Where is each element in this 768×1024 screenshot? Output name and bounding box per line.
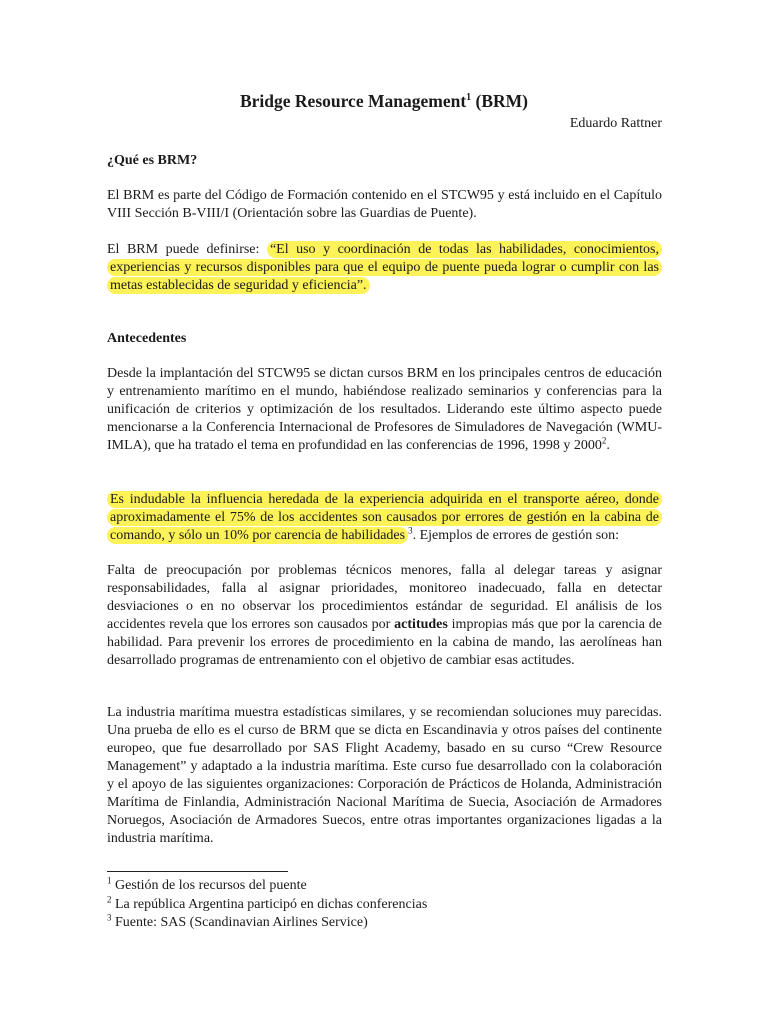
history-text: Desde la implantación del STCW95 se dictan cursos BRM en los principales centros de educación y entrenamiento marítimo en el mundo, habiéndose realizado seminarios y conferencias para la unificación de criterios y optimización de los resultados. Liderando este último aspecto puede mencionarse a la Conferencia Internacional de Profesores de Simuladores de Navegación (WMU-IMLA), que ha tratado el tema en profundidad en las conferencias de 1996, 1998 y 2000	[107, 366, 662, 453]
section-heading-antecedentes: Antecedentes	[107, 331, 187, 346]
section-heading-what-is-brm: ¿Qué es BRM?	[107, 153, 198, 168]
document-title	[0, 91, 768, 112]
title-suffix: (BRM)	[471, 91, 529, 111]
errors-text-b: impropias más que por la carencia de habilidad. Para prevenir los errores de procedimiento en la cabina de mando, las aerolíneas han desarrollado programas de entrenamiento con el objetivo de cambiar esas actitudes.	[107, 617, 662, 668]
footnote-1	[107, 877, 307, 895]
errors-text-a: Falta de preocupación por problemas técnicos menores, falla al delegar tareas y asignar responsabilidades, falla al asignar prioridades, monitoreo inadecuado, falla en detectar desviaciones o en no observar los procedimientos estándar de seguridad. El análisis de los accidentes revela que los errores son causados por	[107, 563, 662, 632]
footnote-3	[107, 914, 368, 932]
title-text: Bridge Resource Management	[239, 91, 467, 111]
author-name: Eduardo Rattner	[569, 116, 662, 131]
footnote-number: 2	[107, 894, 112, 905]
title-footnote-ref: 1	[466, 92, 472, 104]
footnote-ref-2: 2	[601, 435, 607, 446]
definition-lead: El BRM puede definirse:	[107, 242, 267, 257]
paragraph-aviation-influence	[107, 491, 662, 545]
highlighted-aviation-statement: Es indudable la influencia heredada de la experiencia adquirida en el transporte aéreo, donde aproximadamente el 75% de los accidentes son causados por errores de gestión en la cabina de comando, y sólo un 10% por carencia de habilidades	[107, 491, 662, 544]
aviation-rest: . Ejemplos de errores de gestión son:	[412, 528, 620, 543]
footnote-number: 1	[107, 875, 112, 886]
footnote-text: La república Argentina participó en dichas conferencias	[111, 897, 428, 912]
history-end: .	[606, 438, 610, 453]
footnote-separator	[107, 871, 288, 872]
footnote-text: Fuente: SAS (Scandinavian Airlines Service)	[111, 915, 368, 930]
paragraph-brm-definition	[107, 241, 662, 295]
paragraph-brm-definition-context: El BRM es parte del Código de Formación contenido en el STCW95 y está incluido en el Capítulo VIII Sección B-VIII/I (Orientación sobre las Guardias de Puente).	[107, 188, 662, 221]
footnote-2	[107, 896, 427, 914]
paragraph-stcw95-history	[107, 365, 662, 455]
footnote-text: Gestión de los recursos del puente	[111, 878, 307, 893]
emphasis-actitudes: actitudes	[394, 617, 448, 632]
footnote-number: 3	[107, 912, 112, 923]
paragraph-maritime-industry: La industria marítima muestra estadísticas similares, y se recomiendan soluciones muy parecidas. Una prueba de ello es el curso de BRM que se dicta en Escandinavia y otros países del continente europeo, que fue desarrollado por SAS Flight Academy, basado en su curso “Crew Resource Management” y adaptado a la industria marítima. Este curso fue desarrollado con la colaboración y el apoyo de las siguientes organizaciones: Corporación de Prácticos de Holanda, Administración Marítima de Finlandia, Administración Nacional Marítima de Suecia, Asociación de Armadores Noruegos, Asociación de Armadores Suecos, entre otras importantes organizaciones ligadas a la industria marítima.	[107, 705, 662, 846]
paragraph-management-errors	[107, 562, 662, 670]
highlighted-definition: “El uso y coordinación de todas las habilidades, conocimientos, experiencias y recursos disponibles para que el equipo de puente pueda lograr o cumplir con las metas establecidas de seguridad y eficiencia”.	[107, 241, 662, 294]
footnote-ref-3: 3	[408, 525, 413, 536]
